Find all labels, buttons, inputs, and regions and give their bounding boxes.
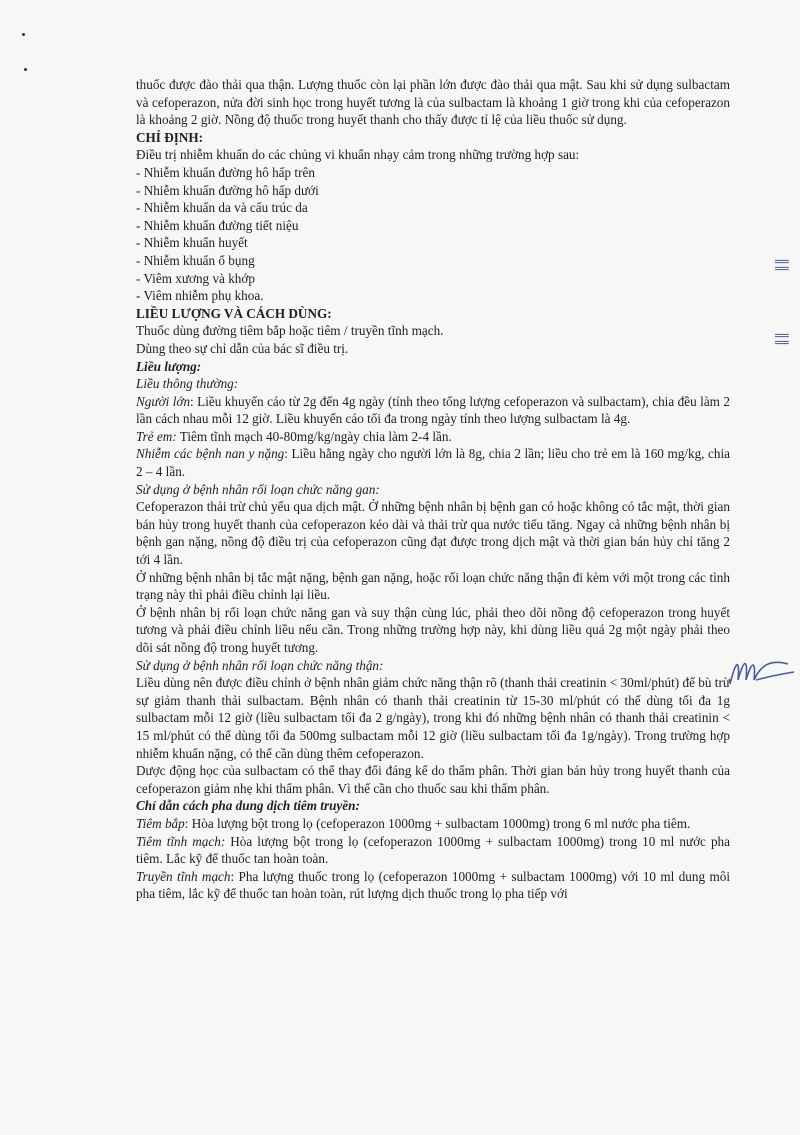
dosage-heading: LIỀU LƯỢNG VÀ CÁCH DÙNG: (136, 305, 332, 321)
dosage-route-line: Thuốc dùng đường tiêm bắp hoặc tiêm / truyền tĩnh mạch. (136, 323, 444, 339)
iv-text: Hòa lượng bột trong lọ (cefoperazon 1000mg + sulbactam 1000mg) trong 10 ml nước pha tiêm. Lắc kỹ để thuốc tan hoàn toàn. (136, 833, 730, 867)
kidney-paragraph-1: Liều dùng nên được điều chỉnh ở bệnh nhân giảm chức năng thận rõ (thanh thải creatinin < 30ml/phút) để bù trừ sự giảm thanh thải sulbactam. Bệnh nhân có thanh thải creatinin từ 15-30 ml/phút có thể dùng tối đa 1g sulbactam mỗi 12 giờ (liều sulbactam tối đa 2 g/ngày), trong khi đó những bệnh nhân có thanh thải creatinin < 15 ml/phút có thể dùng tối đa 500mg sulbactam mỗi 12 giờ (liều sulbactam tối đa 1g/ngày). Trong trường hợp nhiễm khuẩn nặng, có thể cần dùng thêm cefoperazon. (136, 675, 730, 761)
signature-initials (726, 650, 796, 690)
adult-lead: Người lớn (136, 393, 191, 409)
child-dose-paragraph (136, 428, 730, 446)
preparation-heading: Chỉ dẫn cách pha dung dịch tiêm truyền: (136, 798, 360, 814)
list-item: - Nhiễm khuẩn đường hô hấp trên (136, 164, 315, 180)
document-page (136, 76, 730, 903)
severe-dose-paragraph (136, 445, 730, 480)
list-item: - Nhiễm khuẩn da và cấu trúc da (136, 200, 308, 216)
normal-dose-label: Liều thông thường: (136, 376, 239, 392)
dosage-doctor-line: Dùng theo sự chỉ dẫn của bác sĩ điều trị. (136, 340, 349, 356)
iv-paragraph (136, 833, 730, 868)
margin-stamp-mark: ∥∥ (774, 258, 790, 272)
list-item: - Nhiễm khuẩn đường tiết niệu (136, 217, 299, 233)
infusion-paragraph (136, 868, 730, 903)
kidney-heading: Sử dụng ở bệnh nhân rối loạn chức năng thận: (136, 657, 384, 673)
liver-heading: Sử dụng ở bệnh nhân rối loạn chức năng gan: (136, 481, 380, 497)
adult-dose-paragraph (136, 393, 730, 428)
indications-list (136, 164, 730, 305)
liver-paragraph-1: Cefoperazon thải trừ chủ yếu qua dịch mật. Ở những bệnh nhân bị bệnh gan có hoặc không có tắc mật, thời gian bán hủy trong huyết thanh của cefoperazon kéo dài và thải trừ qua nước tiểu tăng. Ngay cả những bệnh nhân bị bệnh gan nặng, nồng độ điều trị của cefoperazon cũng đạt được trong dịch mật và thời gian bán hủy chỉ tăng 2 tới 4 lần. (136, 499, 730, 568)
list-item: - Viêm xương và khớp (136, 270, 255, 286)
dosage-subheading: Liều lượng: (136, 358, 202, 374)
margin-stamp-mark: ∥∥ (774, 332, 790, 346)
scan-speck (24, 68, 27, 71)
liver-paragraph-3: Ở bệnh nhân bị rối loạn chức năng gan và suy thận cùng lúc, phải theo dõi nồng độ cefoperazon trong huyết tương và phải điều chỉnh liều nếu cần. Trong những trường hợp này, khi dùng liều quá 2g một ngày phải theo dõi sát nồng độ trong huyết tương. (136, 604, 730, 655)
list-item: - Nhiễm khuẩn huyết (136, 235, 248, 251)
iv-lead: Tiêm tĩnh mạch: (136, 833, 226, 849)
kidney-paragraph-2: Dược động học của sulbactam có thể thay đổi đáng kể do thẩm phân. Thời gian bán hủy trong huyết thanh của cefoperazon giảm nhẹ khi thẩm phân. Vì thế cần cho thuốc sau khi thẩm phân. (136, 763, 730, 796)
list-item: - Nhiễm khuẩn đường hô hấp dưới (136, 182, 319, 198)
severe-text: : Liều hằng ngày cho người lớn là 8g, chia 2 lần; liều cho trẻ em là 160 mg/kg, chia 2 – 4 lần. (136, 446, 731, 480)
infusion-lead: Truyền tĩnh mạch (136, 868, 231, 884)
child-lead: Trẻ em: (136, 428, 177, 444)
adult-text: : Liều khuyến cáo từ 2g đến 4g ngày (tính theo tổng lượng cefoperazon và sulbactam), chia đều làm 2 lần cách nhau mỗi 12 giờ. Liều khuyến cáo tối đa trong ngày tính theo lượng sulbactam là 4g. (136, 393, 730, 427)
indications-intro: Điều trị nhiễm khuẩn do các chủng vi khuẩn nhạy cảm trong những trường hợp sau: (136, 147, 580, 163)
intro-paragraph: thuốc được đào thải qua thận. Lượng thuốc còn lại phần lớn được đào thải qua mật. Sau khi sử dụng sulbactam và cefoperazon, nửa đời sinh học trong huyết tương là của sulbactam là khoảng 1 giờ trong khi của cefoperazon là khoảng 2 giờ. Nồng độ thuốc trong huyết thanh cho thấy được tỉ lệ của liều thuốc sử dụng. (136, 77, 730, 128)
im-text: : Hòa lượng bột trong lọ (cefoperazon 1000mg + sulbactam 1000mg) trong 6 ml nước pha tiêm. (184, 815, 691, 831)
infusion-text: : Pha lượng thuốc trong lọ (cefoperazon 1000mg + sulbactam 1000mg) với 10 ml dung môi pha tiêm, lắc kỹ để thuốc tan hoàn toàn, rút lượng dịch thuốc trong lọ pha tiếp với (136, 868, 730, 902)
scan-speck (22, 33, 25, 36)
liver-paragraph-2: Ở những bệnh nhân bị tắc mật nặng, bệnh gan nặng, hoặc rối loạn chức năng thận đi kèm với một trong các tình trạng này thì phải điều chỉnh lại liều. (136, 569, 730, 603)
severe-lead: Nhiễm các bệnh nan y nặng (136, 446, 285, 462)
list-item: - Nhiễm khuẩn ổ bụng (136, 252, 255, 268)
child-text: Tiêm tĩnh mạch 40-80mg/kg/ngày chia làm 2-4 lần. (176, 428, 452, 444)
list-item: - Viêm nhiễm phụ khoa. (136, 288, 264, 304)
im-lead: Tiêm bắp (136, 815, 185, 831)
im-paragraph (136, 815, 730, 833)
indications-heading: CHỈ ĐỊNH: (136, 129, 204, 145)
